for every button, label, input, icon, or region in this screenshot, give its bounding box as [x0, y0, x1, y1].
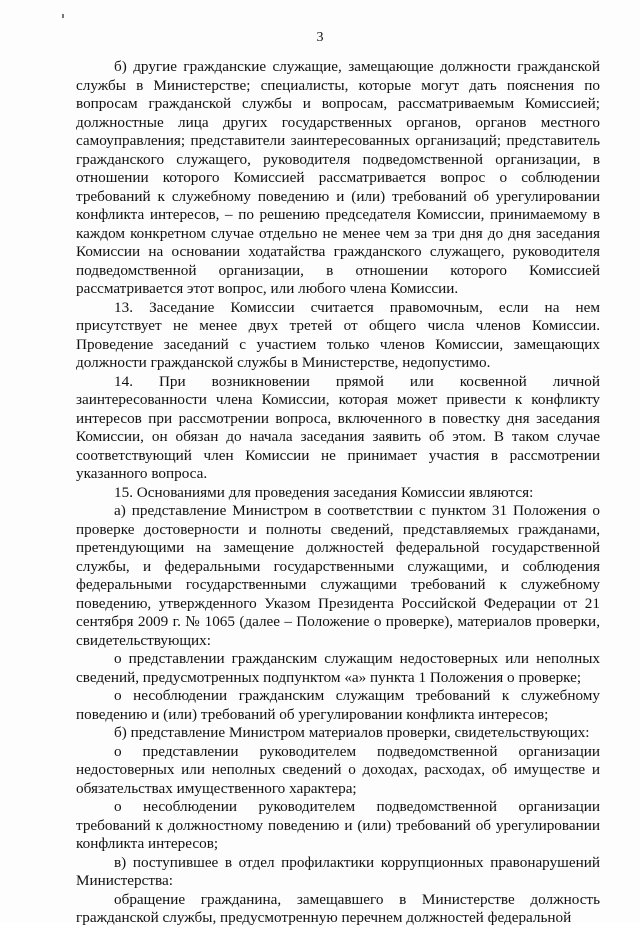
paragraph-15-grounds-intro: 15. Основаниями для проведения заседания Комиссии являются:: [114, 483, 534, 501]
paragraph-15v-item-citizen-appeal: обращение гражданина, замещавшего в Министерстве должность гражданской службы, предусмотренную перечнем должностей федеральной: [76, 890, 600, 926]
paragraph-15a-item-inaccurate-info: о представлении гражданским служащим недостоверных или неполных сведений, предусмотренных подпунктом «а» пункта 1 Положения о проверке;: [76, 650, 600, 686]
paragraph-15b-item-inaccurate-income-info: о представлении руководителем подведомственной организации недостоверных или неполных сведений о доходах, расходах, об имуществе и обязательствах имущественного характера;: [76, 742, 600, 797]
paragraph-12b-invited-participants: б) другие гражданские служащие, замещающие должности гражданской службы в Министерстве; специалисты, которые могут дать пояснения по вопросам гражданской службы и вопросам, рассматриваемым Комиссией; должностные лица других государственных органов, органов местного самоуправления; представители заинтересованных организаций; представитель гражданского служащего, руководителя подведомственной организации, в отношении которого Комиссией рассматривается вопрос о соблюдении требований к служебному поведению и (или) требований об урегулировании конфликта интересов, – по решению председателя Комиссии, принимаемому в каждом конкретном случае отдельно не менее чем за три дня до дня заседания Комиссии на основании ходатайства гражданского служащего, руководителя подведомственной организации, в отношении которого Комиссией рассматривается этот вопрос, или любого члена Комиссии.: [76, 58, 600, 297]
paragraph-13-quorum: 13. Заседание Комиссии считается правомочным, если на нем присутствует не менее двух третей от общего числа членов Комиссии. Проведение заседаний с участием только членов Комиссии, замещающих должности гражданской службы в Министерстве, недопустимо.: [76, 298, 600, 371]
paragraph-15b-minister-materials: б) представление Министром материалов проверки, свидетельствующих:: [114, 724, 590, 741]
paragraph-15v-received-by-department: в) поступившее в отдел профилактики коррупционных правонарушений Министерства:: [76, 853, 600, 889]
scan-mark: [62, 14, 64, 18]
paragraph-15a-minister-submission: а) представление Министром в соответствии с пунктом 31 Положения о проверке достоверности и полноты сведений, представляемых гражданами, претендующими на замещение должностей федеральной государственной службы, и федеральными государственными служащими, и соблюдения федеральными государственными служащими требований к служебному поведению, утвержденного Указом Президента Российской Федерации от 21 сентября 2009 г. № 1065 (далее – Положение о проверке), материалов проверки, свидетельствующих:: [76, 502, 600, 649]
paragraph-15a-item-noncompliance: о несоблюдении гражданским служащим требований к служебному поведению и (или) требований об урегулировании конфликта интересов;: [76, 687, 600, 723]
paragraph-14-conflict-of-interest: 14. При возникновении прямой или косвенной личной заинтересованности члена Комиссии, которая может привести к конфликту интересов при рассмотрении вопроса, включенного в повестку дня заседания Комиссии, он обязан до начала заседания заявить об этом. В таком случае соответствующий член Комиссии не принимает участия в рассмотрении указанного вопроса.: [76, 372, 600, 482]
paragraph-15b-item-noncompliance: о несоблюдении руководителем подведомственной организации требований к должностному поведению и (или) требований об урегулировании конфликта интересов;: [76, 798, 600, 852]
page-number: 3: [316, 30, 324, 45]
document-body: [76, 58, 600, 928]
